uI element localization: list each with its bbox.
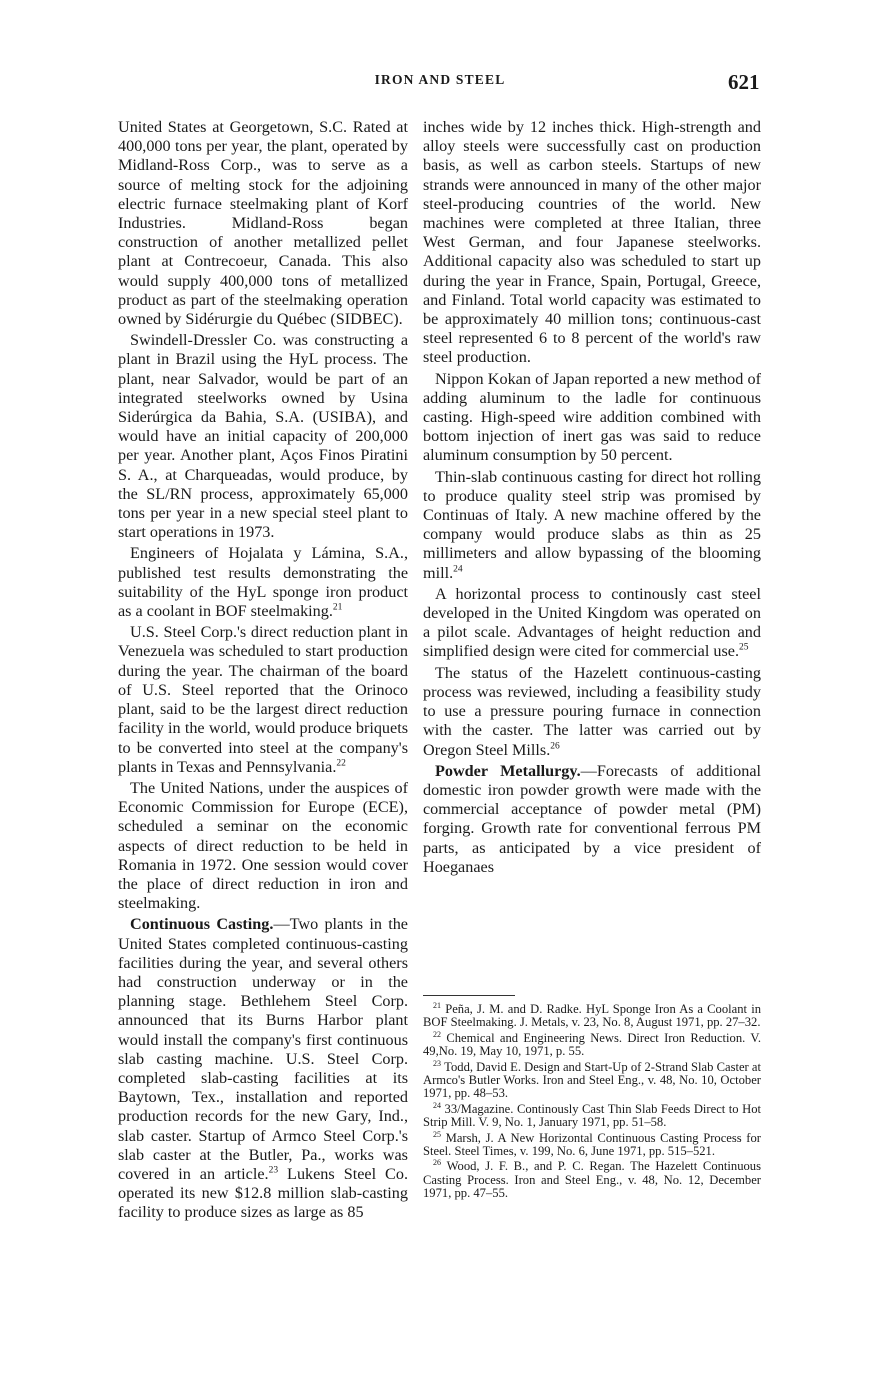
paragraph: Thin-slab continuous casting for direct hot rolling to produce quality steel strip was promised by Continuas of Italy. A new machine offered by the company would produce slabs as thin as 25 millimeters and allow bypassing of the blooming mill.$^{24}$ xyxy=(423,467,761,582)
footnote-ref: 23 xyxy=(268,1165,279,1176)
section-heading: Powder Metallurgy. xyxy=(435,761,581,780)
footnote-ref: 24 xyxy=(453,564,463,575)
footnote: $^{21}$ Peña, J. M. and D. Radke. HyL Sponge Iron As a Coolant in BOF Steelmaking. J. Metals, v. 23, No. 8, August 1971, pp. 27–32. xyxy=(423,1000,762,1030)
running-header: IRON AND STEEL xyxy=(374,72,506,87)
paragraph: inches wide by 12 inches thick. High-strength and alloy steels were successfully cast on production basis, as well as carbon steels. Startups of new strands were announced in many of the other major steel-producing countries of the world. New machines were completed at three Italian, three West German, and four Japanese steelworks. Additional capacity also was scheduled to start up during the year in France, Spain, Portugal, Greece, and Finland. Total world capacity was estimated to be approximately 40 million tons; continuous-cast steel represented 6 to 8 percent of the world's raw steel production. xyxy=(423,118,761,367)
footnote-ref: 25 xyxy=(739,643,749,654)
footnote-ref: 26 xyxy=(550,741,560,752)
footnote: $^{22}$ Chemical and Engineering News. Direct Iron Reduction. V. 49,No. 19, May 10, 1971, p. 55. xyxy=(423,1029,761,1059)
paragraph: U.S. Steel Corp.'s direct reduction plant in Venezuela was scheduled to start production during the year. The chairman of the board of U.S. Steel reported that the Orinoco plant, said to be the largest direct reduction facility in the world, would produce briquets to be converted into steel at the company's plants in Texas and Pennsylvania.$^{22}$ xyxy=(118,623,408,776)
footnote-ref: 22 xyxy=(336,758,346,769)
footnote: $^{25}$ Marsh, J. A New Horizontal Continuous Casting Process for Steel. Steel Times, v. 199, No. 6, June 1971, pp. 515–521. xyxy=(423,1129,761,1159)
footnote-ref: 21 xyxy=(332,602,343,613)
paragraph: Powder Metallurgy.—Forecasts of additional domestic iron powder growth were made with the commercial acceptance of powder metal (PM) forging. Growth rate for conventional ferrous PM parts, as anticipated by a vice president of Hoeganaes xyxy=(423,761,761,876)
footnote: $^{23}$ Todd, David E. Design and Start-Up of 2-Strand Slab Caster at Armco's Butler Works. Iron and Steel Eng., v. 48, No. 10, October 1971, pp. 48–53. xyxy=(423,1058,762,1101)
footnote: $^{24}$ 33/Magazine. Continously Cast Thin Slab Feeds Direct to Hot Strip Mill. V. 9, No. 1, January 1971, pp. 51–58. xyxy=(423,1100,762,1130)
paragraph: The United Nations, under the auspices of Economic Commission for Europe (ECE), scheduled a seminar on the economic aspects of direct reduction to be held in Romania in 1972. One session would cover the place of direct reduction in iron and steelmaking. xyxy=(118,778,408,913)
footnotes xyxy=(423,1000,762,1203)
paragraph: Nippon Kokan of Japan reported a new method of adding aluminum to the ladle for continuous casting. High-speed wire addition combined with bottom injection of inert gas was said to reduce aluminum consumption by 50 percent. xyxy=(423,369,761,465)
paragraph: Swindell-Dressler Co. was constructing a plant in Brazil using the HyL process. The plant, near Salvador, would be part of an integrated steelworks owned by Usina Siderúrgica da Bahia, S.A. (USIBA), and would have an initial capacity of 200,000 per year. Another plant, Aços Finos Piratini S. A., at Charqueadas, would produce, by the SL/RN process, approximately 65,000 tons per year in a new special steel plant to start operations in 1973. xyxy=(118,331,408,542)
paragraph: United States at Georgetown, S.C. Rated at 400,000 tons per year, the plant, operated by Midland-Ross Corp., was to serve as a source of melting stock for the adjoining electric furnace steelmaking plant of Korf Industries. Midland-Ross began construction of another metallized pellet plant at Contrecoeur, Canada. This also would supply 400,000 tons of metallized product as part of the steelmaking operation owned by Sidérurgie du Québec (SIDBEC). xyxy=(118,118,408,329)
right-column xyxy=(423,118,761,879)
page-number: 621 xyxy=(728,70,760,94)
paragraph: Continuous Casting.—Two plants in the United States completed continuous-casting facilities during the year, and several others had construction underway or in the planning stage. Bethlehem Steel Corp. announced that its Burns Harbor plant would install the company's first continuous slab casting machine. U.S. Steel Corp. completed slab-casting facilities at its Baytown, Tex., installation and reported production records for the new Gary, Ind., slab caster. Startup of Armco Steel Corp.'s slab caster at the Butler, Pa., works was covered in an article.$^{23}$ Lukens Steel Co. operated its new $12.8 million slab-casting facility to produce sizes as large as 85 xyxy=(118,915,408,1222)
footnote: $^{26}$ Wood, J. F. B., and P. C. Regan. The Hazelett Continuous Casting Process. Iron and Steel Eng., v. 48, No. 12, December 1971, pp. 47–55. xyxy=(423,1158,761,1201)
footnote-divider xyxy=(423,995,515,996)
left-column xyxy=(118,118,408,1225)
paragraph: Engineers of Hojalata y Lámina, S.A., published test results demonstrating the suitability of the HyL sponge iron product as a coolant in BOF steelmaking.$^{21}$ xyxy=(118,544,408,621)
paragraph: A horizontal process to continously cast steel developed in the United Kingdom was operated on a pilot scale. Advantages of height reduction and simplified design were cited for commercial use.$^{25}$ xyxy=(423,584,761,661)
section-heading: Continuous Casting. xyxy=(130,915,274,934)
paragraph: The status of the Hazelett continuous-casting process was reviewed, including a feasibility study to use a pressure pouring furnace in connection with the caster. The latter was carried out by Oregon Steel Mills.$^{26}$ xyxy=(423,663,761,759)
